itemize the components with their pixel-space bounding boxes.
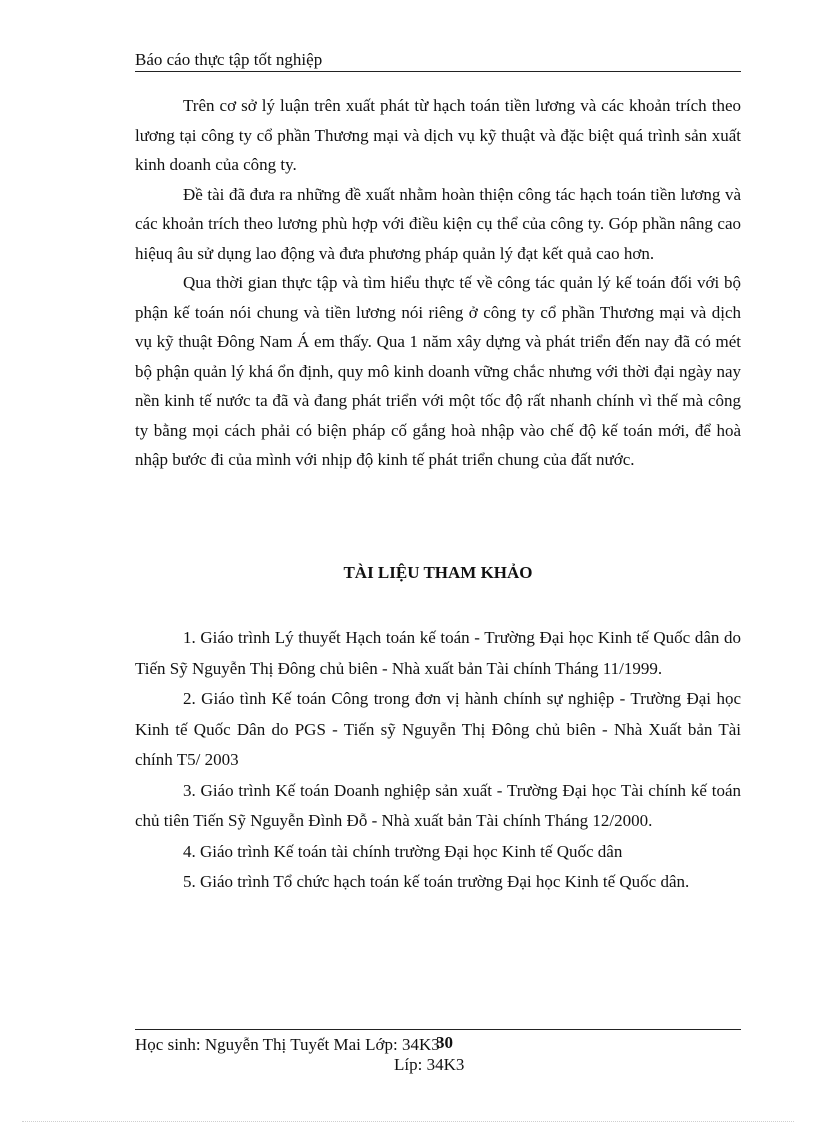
- page-header-title: Báo cáo thực tập tốt nghiệp: [135, 50, 323, 69]
- body-paragraph-1: Trên cơ sở lý luận trên xuất phát từ hạch toán tiền lương và các khoản trích theo lương tại công ty cổ phần Thương mại và dịch vụ kỹ thuật và đặc biệt quá trình sản xuất kinh doanh của công ty.: [135, 96, 741, 174]
- reference-item-1: 1. Giáo trình Lý thuyết Hạch toán kế toán - Trường Đại học Kinh tế Quốc dân do Tiến Sỹ Nguyễn Thị Đông chủ biên - Nhà xuất bản Tài chính Tháng 11/1999.: [135, 628, 741, 678]
- references-list: [135, 623, 741, 898]
- footer-divider: [135, 1029, 741, 1030]
- reference-item-3: 3. Giáo trình Kế toán Doanh nghiệp sản xuất - Trường Đại học Tài chính kế toán chủ tiên Tiến Sỹ Nguyễn Đình Đỗ - Nhà xuất bản Tài chính Tháng 12/2000.: [135, 780, 741, 830]
- footer-student-info: Học sinh: Nguyễn Thị Tuyết Mai Lớp: 34K3: [135, 1035, 440, 1054]
- references-heading: TÀI LIỆU THAM KHẢO: [343, 563, 533, 582]
- page-number: 30: [436, 1033, 453, 1052]
- footer-class-line: Líp: 34K3: [394, 1055, 465, 1074]
- body-paragraph-3: Qua thời gian thực tập và tìm hiểu thực tế về công tác quản lý kế toán đối với bộ phận kế toán nói chung và tiền lương nói riêng ở công ty cổ phần Thương mại và dịch vụ kỹ thuật Đông Nam Á em thấy. Qua 1 năm xây dựng và phát triển đến nay đã có mét bộ phận quản lý khá ổn định, quy mô kinh doanh vững chắc nhưng với thời đại ngày nay nền kinh tế nước ta đã và đang phát triển với một tốc độ rất nhanh chính vì thế mà công ty bằng mọi cách phải có biện pháp cố gắng hoà nhập vào chế độ kế toán mới, để hoà nhập bước đi của mình với nhịp độ kinh tế phát triển chung của đất nước.: [135, 273, 741, 469]
- body-text: [135, 91, 741, 475]
- reference-item-4: 4. Giáo trình Kế toán tài chính trường Đại học Kinh tế Quốc dân: [183, 841, 623, 861]
- header-divider: [135, 71, 741, 72]
- page-bottom-border: [22, 1121, 794, 1122]
- reference-item-2: 2. Giáo tình Kế toán Công trong đơn vị hành chính sự nghiệp - Trường Đại học Kinh tế Quốc Dân do PGS - Tiến sỹ Nguyễn Thị Đông chủ biên - Nhà Xuất bản Tài chính T5/ 2003: [135, 689, 741, 769]
- reference-item-5: 5. Giáo trình Tổ chức hạch toán kế toán trường Đại học Kinh tế Quốc dân.: [183, 872, 690, 891]
- body-paragraph-2: Đề tài đã đưa ra những đề xuất nhằm hoàn thiện công tác hạch toán tiền lương và các khoản trích theo lương phù hợp với điều kiện cụ thể của công ty. Góp phần nâng cao hiệuq âu sử dụng lao động và đưa phương pháp quản lý đạt kết quả cao hơn.: [135, 184, 741, 263]
